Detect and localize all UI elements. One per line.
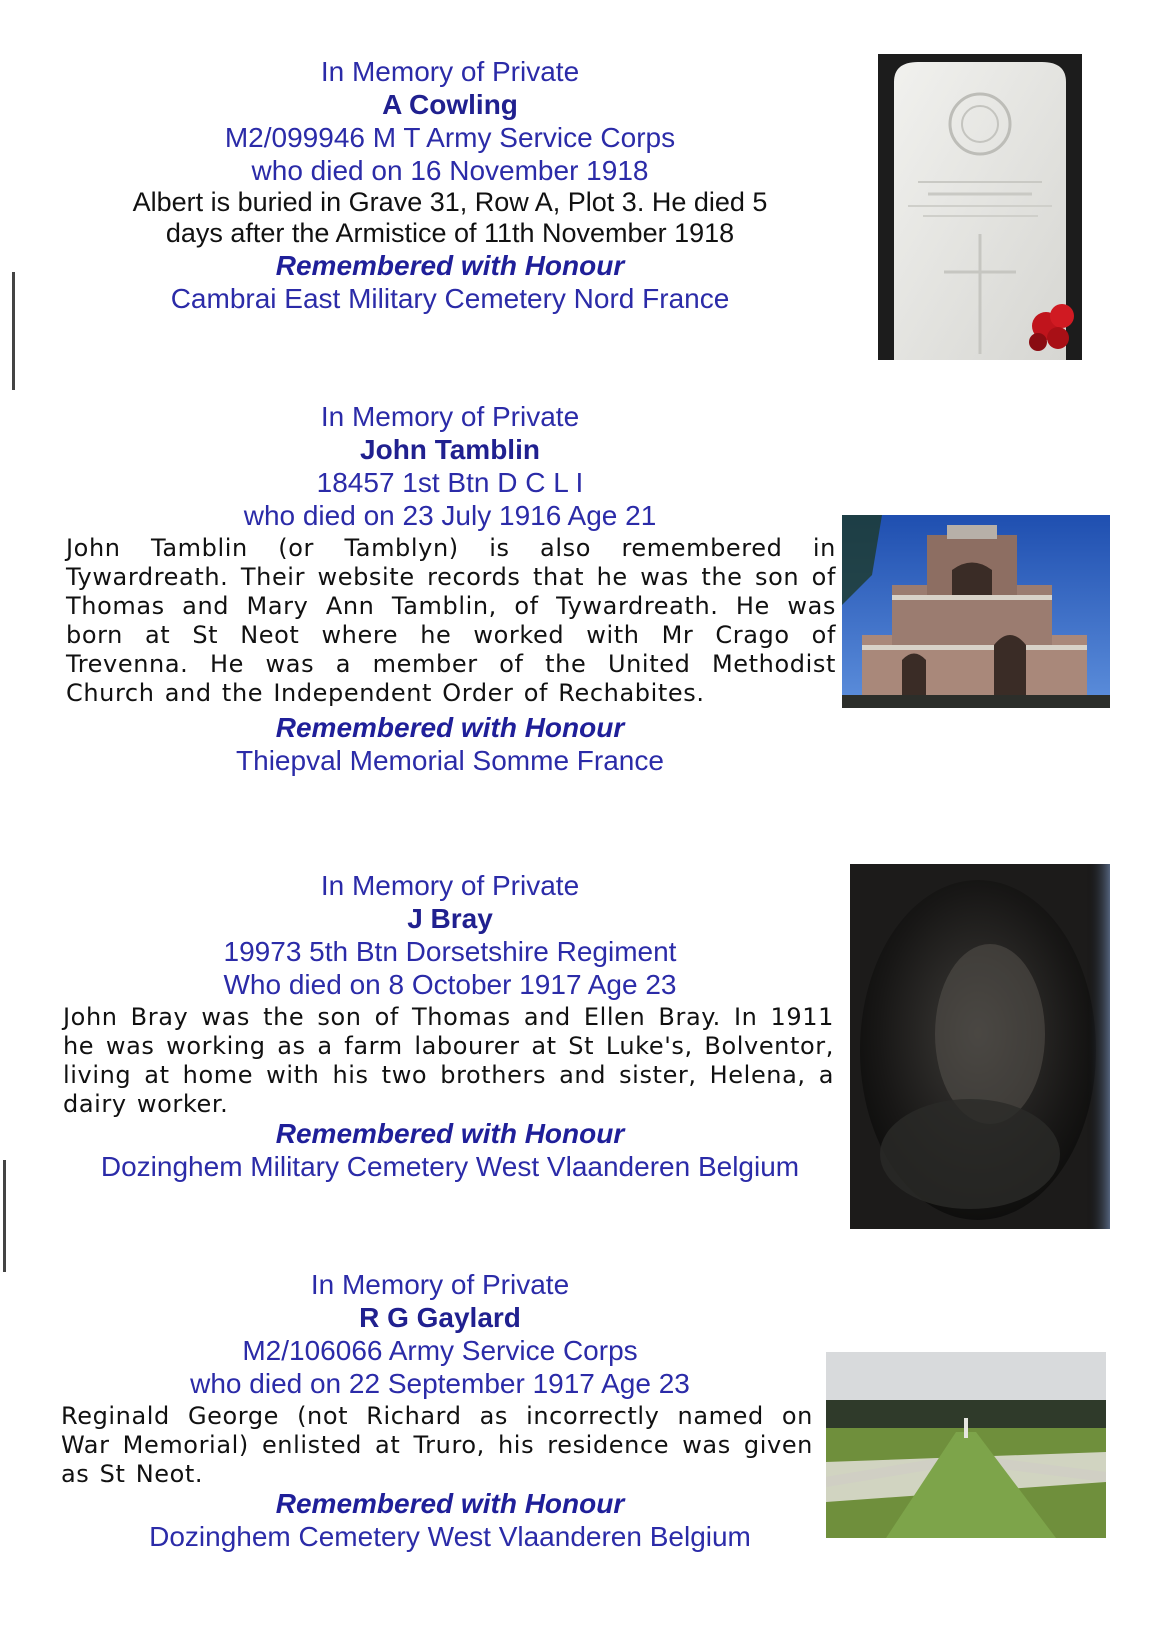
soldier-name: A Cowling: [382, 89, 518, 120]
biography-text: Reginald George (not Richard as incorrectly named on War Memorial) enlisted at Truro, his residence was given as St Neot.: [61, 1402, 813, 1488]
date-of-death: who died on 16 November 1918: [251, 155, 649, 186]
entry-heading-block: [80, 869, 820, 1001]
entry-footer-block: [60, 1117, 840, 1183]
portrait-photo: [850, 864, 1110, 1229]
thiepval-memorial-photo: [842, 515, 1110, 708]
cemetery-rows-photo: [826, 1352, 1106, 1538]
entry-footer-block: [80, 1487, 820, 1553]
biography-text: John Bray was the son of Thomas and Ellen Bray. In 1911 he was working as a farm labourer at St Luke's, Bolventor, living at home with his two brothers and sister, Helena, a dairy worker.: [63, 1003, 834, 1118]
entry-heading-block: [80, 1268, 800, 1400]
honour-line: Remembered with Honour: [275, 1488, 625, 1519]
honour-line: Remembered with Honour: [275, 1118, 625, 1149]
memory-heading: In Memory of Private: [320, 56, 580, 87]
date-of-death: Who died on 8 October 1917 Age 23: [223, 969, 677, 1000]
memory-heading: In Memory of Private: [310, 1269, 570, 1300]
service-unit: 19973 5th Btn Dorsetshire Regiment: [223, 936, 677, 967]
memory-heading: In Memory of Private: [320, 401, 580, 432]
body-line-2: days after the Armistice of 11th November 1918: [165, 218, 735, 248]
cemetery-name: Dozinghem Cemetery West Vlaanderen Belgium: [149, 1521, 751, 1552]
entry-footer-block: [80, 711, 820, 777]
binding-mark-bottom: [3, 1160, 6, 1272]
biography-text: John Tamblin (or Tamblyn) is also remembered in Tywardreath. Their website records that he was the son of Thomas and Mary Ann Tamblin, of Tywardreath. He was born at St Neot where he worked with Mr Crago of Trevenna. He was a member of the United Methodist Church and the Independent Order of Rechabites.: [66, 534, 836, 707]
entry-text: [80, 55, 820, 315]
soldier-name: J Bray: [407, 903, 493, 934]
body-line-1: Albert is buried in Grave 31, Row A, Plot 3. He died 5: [132, 187, 768, 217]
headstone-photo: [878, 54, 1082, 360]
cemetery-name: Thiepval Memorial Somme France: [236, 745, 664, 776]
service-unit: M2/106066 Army Service Corps: [242, 1335, 638, 1366]
entry-heading-block: [80, 400, 820, 532]
honour-line: Remembered with Honour: [275, 250, 625, 281]
service-unit: 18457 1st Btn D C L I: [316, 467, 584, 498]
service-unit: M2/099946 M T Army Service Corps: [224, 122, 676, 153]
cemetery-name: Dozinghem Military Cemetery West Vlaanderen Belgium: [100, 1151, 800, 1182]
soldier-name: John Tamblin: [360, 434, 540, 465]
honour-line: Remembered with Honour: [275, 712, 625, 743]
date-of-death: who died on 22 September 1917 Age 23: [190, 1368, 690, 1399]
date-of-death: who died on 23 July 1916 Age 21: [243, 500, 657, 531]
memory-heading: In Memory of Private: [320, 870, 580, 901]
binding-mark-top: [12, 272, 15, 390]
soldier-name: R G Gaylard: [359, 1302, 521, 1333]
cemetery-name: Cambrai East Military Cemetery Nord France: [170, 283, 730, 314]
